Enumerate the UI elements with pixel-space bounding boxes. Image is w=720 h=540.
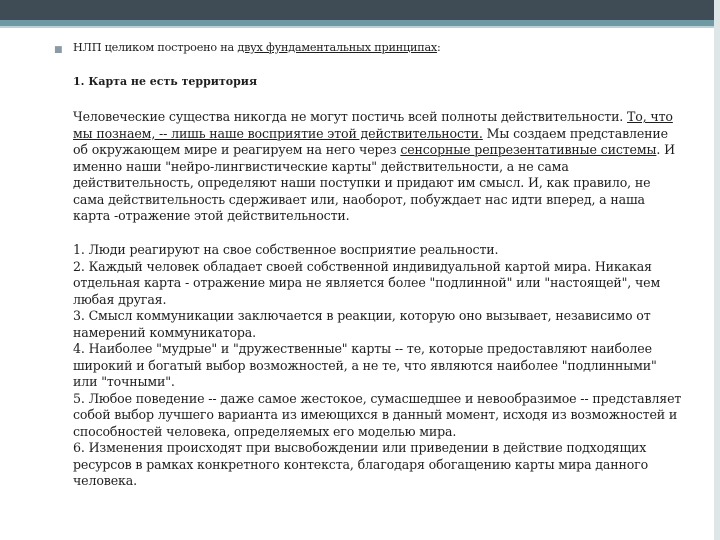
paragraph-text-2: Мы создаем представление об окружающем мире и реагируем на него через — [73, 125, 668, 157]
intro-colon: : — [437, 41, 441, 54]
principles-list — [73, 242, 683, 490]
header-divider — [0, 26, 720, 28]
list-item: 3. Смысл коммуникации заключается в реакции, которую оно вызывает, независимо от намерений коммуникатора. — [73, 308, 651, 340]
bullet-icon: ■ — [54, 45, 63, 55]
paragraph-text-1: Человеческие существа никогда не могут постичь всей полноты действительности. — [73, 109, 628, 124]
paragraph-underlined-1: То, что мы познаем, -- лишь наше восприятие этой действительности. — [73, 109, 673, 141]
list-item: 5. Любое поведение -- даже самое жестокое, сумасшедшее и невообразимое -- представляет собой выбор лучшего варианта из имеющихся в данный момент, исходя из возможностей и способностей человека, определяемых его моделью мира. — [73, 390, 682, 439]
main-paragraph — [73, 109, 683, 225]
list-item: 1. Люди реагируют на свое собственное восприятие реальности. — [73, 242, 499, 257]
paragraph-underlined-2: сенсорные репрезентативные системы — [400, 142, 657, 157]
section-heading: 1. Карта не есть территория — [73, 75, 258, 88]
list-item: 4. Наиболее "мудрые" и "дружественные" карты -- те, которые предоставляют наиболее широкий и богатый выбор возможностей, а не те, что являются наиболее "подлинными" или "точными". — [73, 341, 657, 389]
list-item: 6. Изменения происходят при высвобождении или приведении в действие подходящих ресурсов в рамках конкретного контекста, благодаря обогащению карты мира данного человека. — [73, 440, 649, 488]
intro-underlined-text: двух фундаментальных принципах — [237, 41, 438, 54]
slide-right-edge — [714, 0, 720, 540]
paragraph-text-3: . И именно наши "нейро-лингвистические карты" действительности, а не сама действительность, определяют наши поступки и придают им смысл. И, как правило, не сама действительность сдерживает или, наоборот, побуждает нас идти вперед, а наша карта -отражение этой действительности. — [73, 142, 675, 223]
intro-line — [73, 41, 693, 55]
intro-text: НЛП целиком построено на — [73, 41, 238, 54]
list-item: 2. Каждый человек обладает своей собственной индивидуальной картой мира. Никакая отдельная карта - отражение мира не является более "подлинной" или "настоящей", чем любая другая. — [73, 258, 661, 307]
